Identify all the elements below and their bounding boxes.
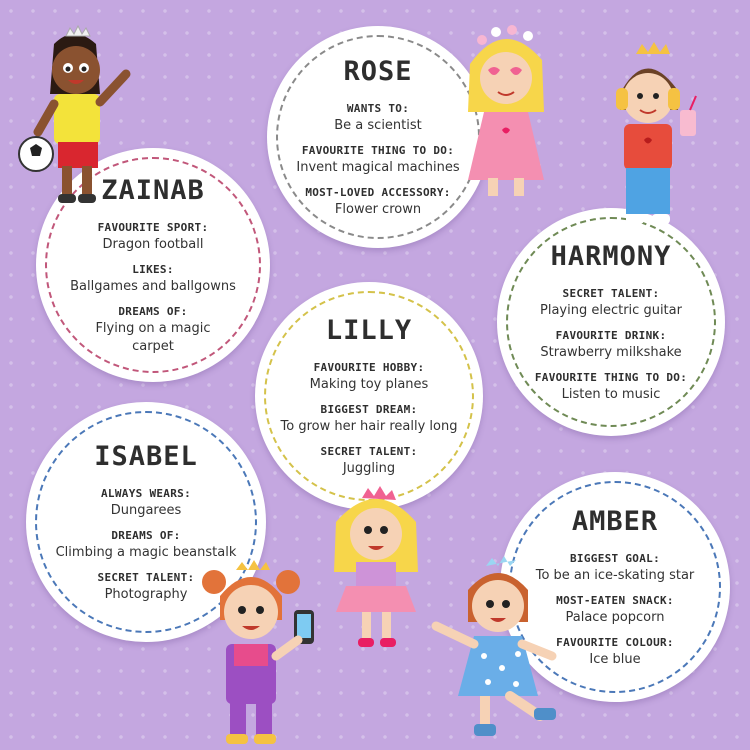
profile-label: FAVOURITE THING TO DO: [301, 143, 455, 157]
profile-label: MOST-EATEN SNACK: [556, 593, 674, 607]
profile-value: Climbing a magic beanstalk [55, 544, 237, 560]
profile-value: Strawberry milkshake [540, 344, 682, 360]
profile-label: FAVOURITE HOBBY: [313, 360, 425, 374]
harmony-girl-illustration [596, 40, 706, 236]
profile-value: Flying on a magic carpet [95, 320, 211, 354]
profile-label: DREAMS OF: [118, 304, 188, 318]
profile-label: BIGGEST DREAM: [320, 402, 418, 416]
profile-value: Making toy planes [309, 376, 429, 392]
profile-name: LILLY [325, 314, 413, 346]
profile-label: SECRET TALENT: [97, 570, 195, 584]
zainab-girl-illustration [14, 14, 144, 210]
profile-value: Palace popcorn [565, 609, 665, 625]
lilly-girl-illustration [326, 482, 426, 652]
profile-value: To be an ice-skating star [535, 567, 695, 583]
card-content [255, 282, 483, 510]
profile-value: Invent magical machines [296, 159, 460, 175]
isabel-girl-illustration [196, 560, 326, 750]
profile-value: Ice blue [589, 651, 641, 667]
profile-value: Juggling [342, 460, 396, 476]
profile-value: Dungarees [110, 502, 182, 518]
profile-value: Flower crown [334, 201, 422, 217]
profile-value: Photography [104, 586, 188, 602]
profile-value: Be a scientist [334, 117, 422, 133]
card-harmony [497, 208, 725, 436]
profile-value: To grow her hair really long [280, 418, 458, 434]
profile-label: MOST-LOVED ACCESSORY: [305, 185, 451, 199]
profile-label: FAVOURITE THING TO DO: [534, 370, 688, 384]
profile-value: Listen to music [561, 386, 661, 402]
profile-name: ROSE [343, 55, 413, 87]
card-lilly [255, 282, 483, 510]
profile-label: FAVOURITE DRINK: [555, 328, 667, 342]
profile-value: Playing electric guitar [540, 302, 682, 318]
profile-label: SECRET TALENT: [320, 444, 418, 458]
profile-value: Dragon football [102, 236, 204, 252]
profile-name: ZAINAB [101, 174, 205, 206]
profile-label: WANTS TO: [346, 101, 410, 115]
profile-label: ALWAYS WEARS: [101, 486, 191, 500]
profile-label: DREAMS OF: [111, 528, 181, 542]
profile-name: HARMONY [550, 240, 672, 272]
profile-label: BIGGEST GOAL: [570, 551, 660, 565]
rose-girl-illustration [452, 20, 562, 200]
profile-label: FAVOURITE COLOUR: [556, 635, 674, 649]
profile-value: Ballgames and ballgowns [70, 278, 236, 294]
card-content [497, 208, 725, 436]
profile-label: FAVOURITE SPORT: [97, 220, 209, 234]
profile-label: SECRET TALENT: [562, 286, 660, 300]
profile-label: LIKES: [132, 262, 174, 276]
profile-name: ISABEL [94, 440, 198, 472]
profile-name: AMBER [571, 505, 659, 537]
amber-girl-illustration [428, 556, 568, 746]
